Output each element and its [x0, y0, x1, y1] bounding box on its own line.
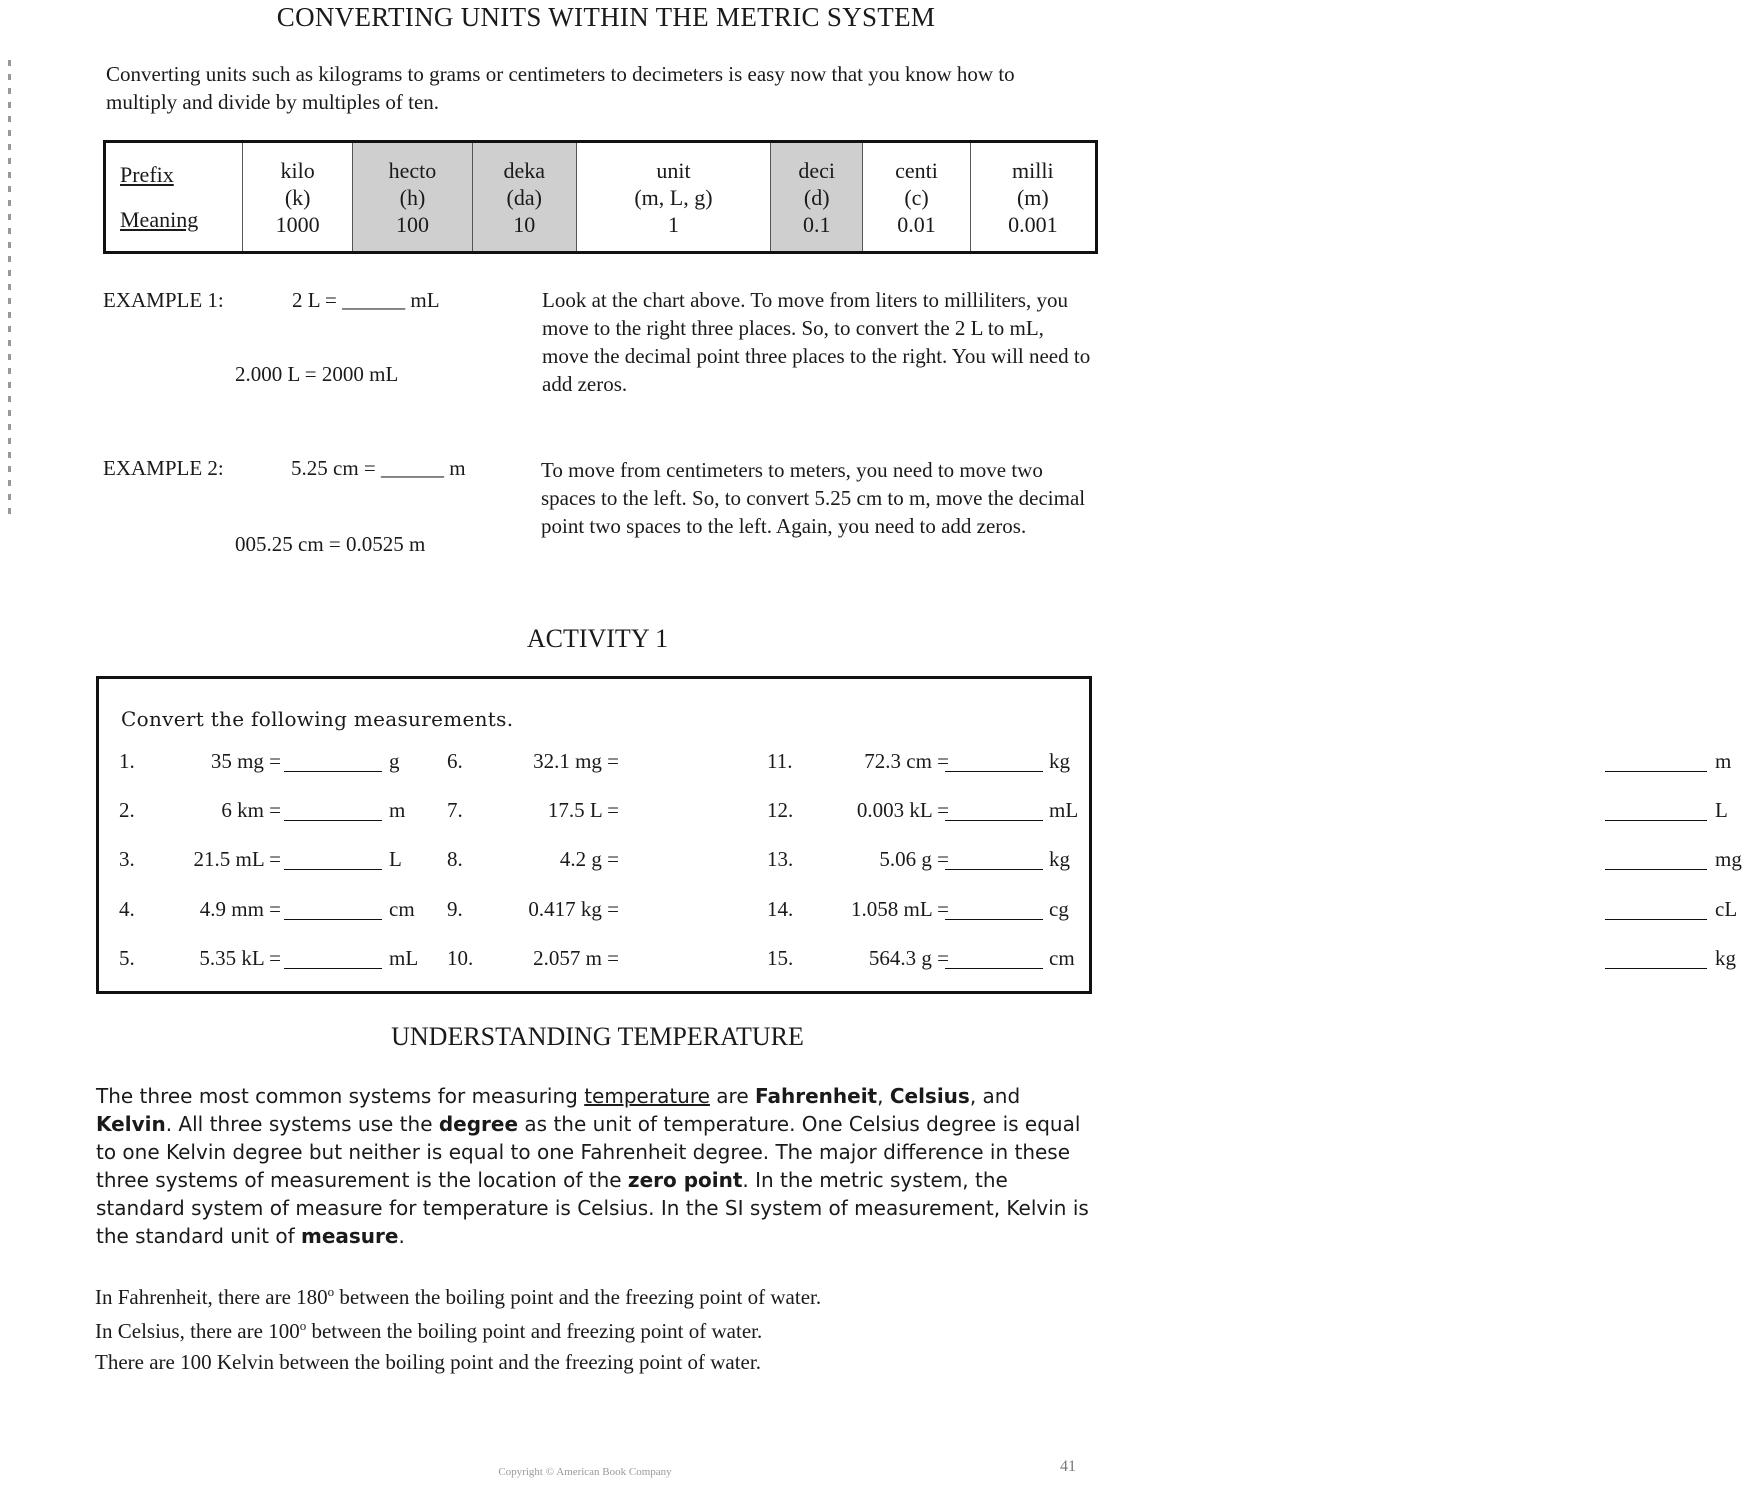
prefix-name: centi	[895, 157, 938, 183]
problem-number: 15.	[767, 946, 794, 970]
prefix-symbol: (d)	[803, 184, 830, 210]
example-2-explanation: To move from centimeters to meters, you need to move two spaces to the left. So, to convert 5.25 cm to m, move the decimal point two spaces to the left. Again, you need to add zeros.	[541, 458, 1086, 538]
target-unit: cL	[1715, 897, 1738, 921]
intro-paragraph: Converting units such as kilograms to grams or centimeters to decimeters is easy now that you know how to multiply and divide by multiples of ten.	[106, 62, 1015, 114]
prefix-name: unit	[656, 157, 691, 183]
problem-expression: 0.417 kg =	[528, 897, 619, 921]
kelvin-fact: There are 100 Kelvin between the boiling point and the freezing point of water.	[95, 1350, 761, 1374]
prefix-column-kilo	[243, 142, 353, 253]
target-unit: cg	[1049, 897, 1069, 921]
problem-expression: 4.2 g =	[559, 847, 619, 871]
target-unit: cm	[1049, 946, 1075, 970]
example-1-solution: 2.000 L = 2000 mL	[235, 362, 399, 386]
problem-expression: 4.9 mm =	[199, 897, 281, 921]
prefix-symbol: (h)	[399, 184, 426, 210]
example-2-solution: 005.25 cm = 0.0525 m	[235, 532, 426, 556]
answer-blank[interactable]	[284, 751, 382, 772]
problem-expression: 17.5 L =	[547, 798, 619, 822]
para-text: are	[709, 1084, 755, 1108]
example-1-explanation: Look at the chart above. To move from liters to milliliters, you move to the right three places. So, to convert the 2 L to mL, move the decimal point three places to the right. You will need to add zeros.	[542, 288, 1091, 396]
problem-number: 8.	[447, 847, 463, 871]
activity-heading: ACTIVITY 1	[526, 624, 669, 653]
prefix-meaning: 0.1	[802, 211, 831, 237]
fahrenheit-fact	[95, 1284, 821, 1310]
conversion-problem	[119, 798, 429, 826]
problem-number: 6.	[447, 749, 463, 773]
term-zero-point: zero point	[627, 1168, 743, 1192]
target-unit: kg	[1049, 749, 1070, 773]
prefix-name: kilo	[280, 157, 315, 183]
prefix-name: hecto	[388, 157, 437, 183]
answer-blank[interactable]	[1605, 800, 1707, 821]
prefix-symbol: (da)	[506, 184, 542, 210]
prefix-symbol: (m)	[1016, 184, 1049, 210]
problem-number: 13.	[767, 847, 794, 871]
prefix-column-deci	[771, 142, 863, 253]
example-1-problem: 2 L = ______ mL	[292, 288, 440, 312]
term-measure: measure	[301, 1224, 399, 1248]
prefix-column-centi	[863, 142, 970, 253]
target-unit: m	[389, 798, 406, 822]
para-text: ,	[877, 1084, 890, 1108]
example-1-label: EXAMPLE 1:	[103, 288, 224, 312]
scan-edge-mark	[8, 60, 11, 520]
prefix-column-hecto	[353, 142, 472, 253]
target-unit: mL	[1049, 798, 1079, 822]
prefix-symbol: (m, L, g)	[634, 184, 713, 210]
problem-number: 9.	[447, 897, 463, 921]
conversion-problem	[767, 798, 1755, 826]
page-number: 41	[1060, 1458, 1076, 1475]
problem-expression: 5.35 kL =	[199, 946, 281, 970]
problem-number: 2.	[119, 798, 135, 822]
target-unit: kg	[1715, 946, 1736, 970]
para-text: . In the metric system, the standard system of measure for temperature is Celsius. In the SI system of measurement, Kelvin is the standard unit of	[96, 1168, 1089, 1248]
conversion-problem	[119, 946, 429, 974]
term-fahrenheit: Fahrenheit	[755, 1084, 878, 1108]
term-temperature: temperature	[584, 1084, 710, 1108]
fact-text: between the boiling point and freezing point of water.	[306, 1319, 763, 1343]
prefix-column-unit	[576, 142, 770, 253]
answer-blank[interactable]	[1605, 751, 1707, 772]
temperature-paragraph	[96, 1082, 1091, 1250]
problem-expression: 2.057 m =	[533, 946, 619, 970]
target-unit: mg	[1715, 847, 1742, 871]
problem-expression: 0.003 kL =	[856, 798, 949, 822]
fact-text: In Fahrenheit, there are 180	[95, 1285, 328, 1309]
prefix-symbol: (k)	[284, 184, 311, 210]
problem-number: 12.	[767, 798, 794, 822]
answer-blank[interactable]	[284, 800, 382, 821]
meaning-label: Meaning	[120, 207, 199, 232]
example-2-label: EXAMPLE 2:	[103, 456, 224, 480]
degree-sign: o	[299, 1318, 307, 1333]
problem-expression: 72.3 cm =	[864, 749, 949, 773]
degree-sign: o	[327, 1284, 335, 1299]
answer-blank[interactable]	[1605, 899, 1707, 920]
fact-text: In Celsius, there are 100	[95, 1319, 300, 1343]
para-text: as the unit of temperature. One Celsius degree is equal to one Kelvin degree but neither is equal to one Fahrenheit degree. The major difference in these three systems of measurement is the location of the	[96, 1112, 1081, 1192]
para-text: The three most common systems for measuring	[96, 1084, 585, 1108]
problem-number: 10.	[447, 946, 474, 970]
prefix-meaning: 0.01	[897, 211, 936, 237]
prefix-meaning: 10	[513, 211, 536, 237]
problem-expression: 35 mg =	[210, 749, 281, 773]
term-kelvin: Kelvin	[96, 1112, 166, 1136]
metric-prefix-table	[103, 140, 1098, 254]
para-text: .	[398, 1224, 405, 1248]
para-text: . All three systems use the	[165, 1112, 439, 1136]
prefix-label: Prefix	[120, 162, 174, 187]
prefix-column-deka	[472, 142, 576, 253]
problem-number: 14.	[767, 897, 794, 921]
prefix-name: deka	[503, 157, 545, 183]
problem-number: 4.	[119, 897, 135, 921]
prefix-column-milli	[970, 142, 1096, 253]
temperature-heading: UNDERSTANDING TEMPERATURE	[391, 1022, 804, 1051]
answer-blank[interactable]	[284, 849, 382, 870]
answer-blank[interactable]	[284, 899, 382, 920]
example-2-problem: 5.25 cm = ______ m	[291, 456, 466, 480]
conversion-problem	[767, 897, 1755, 925]
answer-blank[interactable]	[284, 948, 382, 969]
term-degree: degree	[438, 1112, 519, 1136]
problem-number: 7.	[447, 798, 463, 822]
fact-text: between the boiling point and the freezing point of water.	[334, 1285, 822, 1309]
prefix-name: milli	[1012, 157, 1054, 183]
prefix-meaning: 1000	[275, 211, 320, 237]
prefix-symbol: (c)	[904, 184, 929, 210]
prefix-name: deci	[798, 157, 836, 183]
problem-expression: 1.058 mL =	[851, 897, 949, 921]
problem-expression: 564.3 g =	[868, 946, 949, 970]
problem-number: 11.	[767, 749, 793, 773]
problem-number: 1.	[119, 749, 135, 773]
conversion-problem	[767, 749, 1755, 777]
problem-expression: 6 km =	[221, 798, 281, 822]
prefix-meaning: 100	[395, 211, 429, 237]
problem-expression: 21.5 mL =	[193, 847, 281, 871]
target-unit: L	[389, 847, 402, 871]
page-title: CONVERTING UNITS WITHIN THE METRIC SYSTEM	[276, 2, 936, 32]
target-unit: cm	[389, 897, 415, 921]
term-celsius: Celsius	[889, 1084, 970, 1108]
conversion-problem	[119, 897, 429, 925]
activity-box	[96, 676, 1742, 994]
table-row-headers	[105, 142, 243, 253]
problem-expression: 5.06 g =	[879, 847, 949, 871]
conversion-problem	[119, 749, 429, 777]
answer-blank[interactable]	[1605, 849, 1707, 870]
answer-blank[interactable]	[1605, 948, 1707, 969]
target-unit: L	[1715, 798, 1728, 822]
copyright-footer: Copyright © American Book Company	[498, 1466, 672, 1478]
target-unit: m	[1715, 749, 1732, 773]
prefix-meaning: 1	[667, 211, 679, 237]
conversion-problem	[767, 946, 1755, 974]
problem-expression: 32.1 mg =	[533, 749, 619, 773]
target-unit: g	[389, 749, 400, 773]
conversion-problem	[767, 847, 1755, 875]
conversion-problem	[119, 847, 429, 875]
para-text: , and	[969, 1084, 1021, 1108]
celsius-fact	[95, 1318, 762, 1344]
activity-instruction: Convert the following measurements.	[121, 707, 514, 731]
target-unit: mL	[389, 946, 419, 970]
prefix-meaning: 0.001	[1008, 211, 1058, 237]
target-unit: kg	[1049, 847, 1070, 871]
problem-number: 3.	[119, 847, 135, 871]
problem-number: 5.	[119, 946, 135, 970]
